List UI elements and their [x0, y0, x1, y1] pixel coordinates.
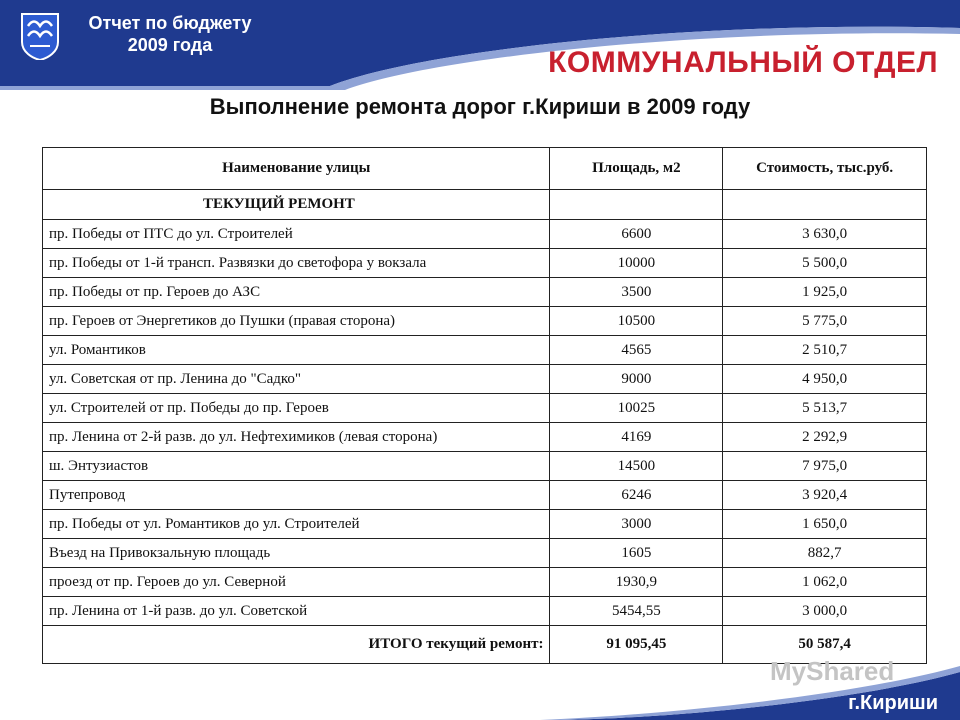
table-row — [43, 278, 927, 307]
cost-value: 2 292,9 — [723, 423, 927, 452]
road-repair-table — [42, 147, 927, 664]
city-emblem — [20, 12, 60, 60]
cost-value: 882,7 — [723, 539, 927, 568]
area-value: 3500 — [550, 278, 723, 307]
header-street: Наименование улицы — [43, 148, 550, 190]
area-value: 4565 — [550, 336, 723, 365]
table-row — [43, 307, 927, 336]
header-cost: Стоимость, тыс.руб. — [723, 148, 927, 190]
area-value: 9000 — [550, 365, 723, 394]
table-row — [43, 510, 927, 539]
subheader-label: ТЕКУЩИЙ РЕМОНТ — [43, 190, 550, 220]
subheader-area-empty — [550, 190, 723, 220]
cost-value: 3 000,0 — [723, 597, 927, 626]
table-subheader-row — [43, 190, 927, 220]
cost-value: 7 975,0 — [723, 452, 927, 481]
table-header-row — [43, 148, 927, 190]
street-name: Путепровод — [43, 481, 550, 510]
table-row — [43, 481, 927, 510]
table-row — [43, 568, 927, 597]
total-area: 91 095,45 — [550, 626, 723, 664]
cost-value: 1 650,0 — [723, 510, 927, 539]
cost-value: 1 062,0 — [723, 568, 927, 597]
street-name: пр. Победы от пр. Героев до АЗС — [43, 278, 550, 307]
street-name: ул. Строителей от пр. Победы до пр. Героев — [43, 394, 550, 423]
subheader-cost-empty — [723, 190, 927, 220]
table-row — [43, 249, 927, 278]
table-row — [43, 394, 927, 423]
area-value: 10000 — [550, 249, 723, 278]
section-title: КОММУНАЛЬНЫЙ ОТДЕЛ — [548, 46, 938, 79]
street-name: ул. Романтиков — [43, 336, 550, 365]
table-row — [43, 539, 927, 568]
area-value: 6600 — [550, 220, 723, 249]
street-name: пр. Героев от Энергетиков до Пушки (правая сторона) — [43, 307, 550, 336]
watermark-text: MyShared — [770, 656, 895, 686]
cost-value: 5 513,7 — [723, 394, 927, 423]
table-row — [43, 220, 927, 249]
street-name: Въезд на Привокзальную площадь — [43, 539, 550, 568]
cost-value: 2 510,7 — [723, 336, 927, 365]
cost-value: 5 500,0 — [723, 249, 927, 278]
cost-value: 5 775,0 — [723, 307, 927, 336]
cost-value: 4 950,0 — [723, 365, 927, 394]
total-cost: 50 587,4 — [723, 626, 927, 664]
street-name: проезд от пр. Героев до ул. Северной — [43, 568, 550, 597]
area-value: 4169 — [550, 423, 723, 452]
street-name: пр. Ленина от 2-й разв. до ул. Нефтехимиков (левая сторона) — [43, 423, 550, 452]
cost-value: 3 920,4 — [723, 481, 927, 510]
street-name: пр. Победы от 1-й трансп. Развязки до светофора у вокзала — [43, 249, 550, 278]
table-row — [43, 452, 927, 481]
area-value: 3000 — [550, 510, 723, 539]
report-title-line2: 2009 года — [127, 35, 213, 55]
cost-value: 1 925,0 — [723, 278, 927, 307]
table-row — [43, 597, 927, 626]
header-area: Площадь, м2 — [550, 148, 723, 190]
area-value: 10500 — [550, 307, 723, 336]
street-name: пр. Ленина от 1-й разв. до ул. Советской — [43, 597, 550, 626]
table-row — [43, 423, 927, 452]
area-value: 1605 — [550, 539, 723, 568]
table-row — [43, 336, 927, 365]
cost-value: 3 630,0 — [723, 220, 927, 249]
area-value: 1930,9 — [550, 568, 723, 597]
report-title-line1: Отчет по бюджету — [88, 13, 252, 33]
street-name: ул. Советская от пр. Ленина до "Садко" — [43, 365, 550, 394]
table-row — [43, 365, 927, 394]
area-value: 6246 — [550, 481, 723, 510]
total-label: ИТОГО текущий ремонт: — [43, 626, 550, 664]
street-name: пр. Победы от ул. Романтиков до ул. Строителей — [43, 510, 550, 539]
report-title — [70, 12, 270, 56]
street-name: ш. Энтузиастов — [43, 452, 550, 481]
area-value: 14500 — [550, 452, 723, 481]
area-value: 5454,55 — [550, 597, 723, 626]
footer-city: г.Кириши — [848, 692, 938, 714]
page-title: Выполнение ремонта дорог г.Кириши в 2009 году — [209, 94, 751, 119]
street-name: пр. Победы от ПТС до ул. Строителей — [43, 220, 550, 249]
area-value: 10025 — [550, 394, 723, 423]
